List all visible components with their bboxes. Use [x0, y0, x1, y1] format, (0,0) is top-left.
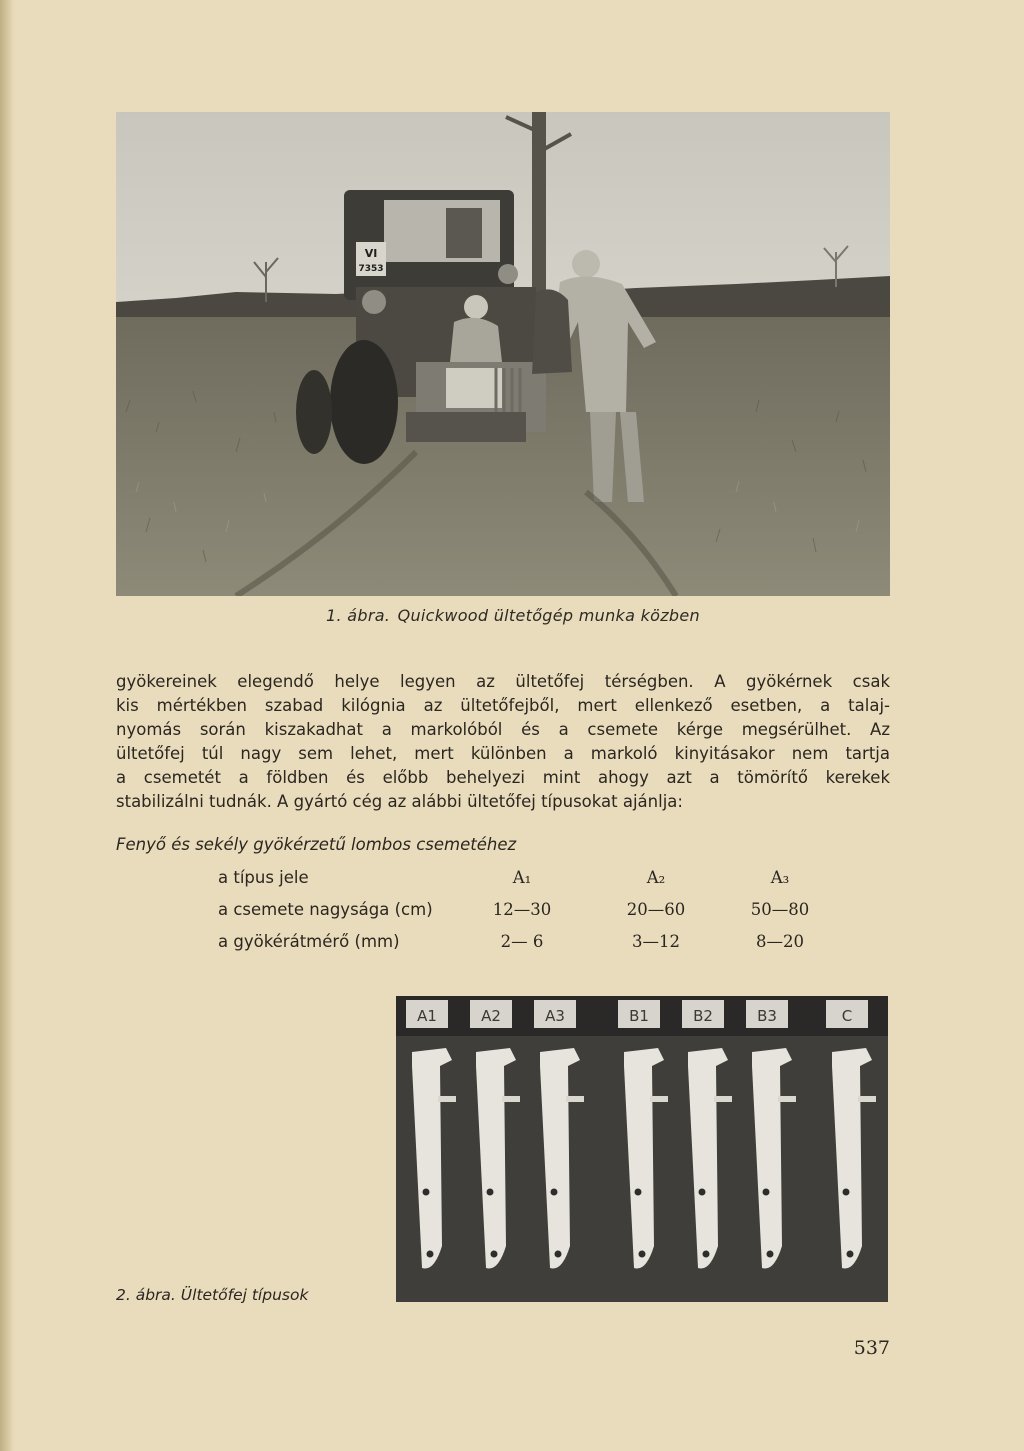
row-label: a típus jele: [218, 868, 309, 887]
figure-2-number: 2. ábra.: [116, 1286, 176, 1304]
figure-1-number: 1. ábra.: [326, 606, 391, 625]
body-paragraph: [116, 670, 890, 814]
row-label: a gyökérátmérő (mm): [218, 932, 400, 951]
page-number: 537: [853, 1337, 890, 1359]
license-plate-line1: VI: [364, 247, 378, 260]
type-tag-label: B3: [757, 1007, 777, 1025]
figure-1-title: Quickwood ültetőgép munka közben: [397, 606, 700, 625]
paragraph-line: gyökereinek elegendő helye legyen az ültetőfej térségben. A gyökérnek csak: [116, 672, 890, 691]
type-tag-label: A1: [417, 1007, 437, 1025]
type-tag-label: A3: [545, 1007, 565, 1025]
cell-a2: 3—12: [632, 932, 680, 951]
paragraph-line: stabilizálni tudnák. A gyártó cég az alábbi ültetőfej típusokat ajánlja:: [116, 792, 683, 811]
type-tag-label: C: [841, 1007, 853, 1025]
type-tag-label: B1: [629, 1007, 649, 1025]
paragraph-line: a csemetét a földben és előbb behelyezi mint ahogy azt a tömörítő kerekek: [116, 768, 890, 787]
row-label: a csemete nagysága (cm): [218, 900, 433, 919]
cell-a2: 20—60: [626, 900, 686, 919]
table-row: [218, 928, 818, 960]
cell-a3: 50—80: [750, 900, 810, 919]
table-title: Fenyő és sekély gyökérzetű lombos csemetéhez: [116, 835, 517, 854]
cell-a1: 2— 6: [500, 932, 544, 951]
figure-2-photo: [396, 996, 888, 1302]
page-gutter: [0, 0, 14, 1451]
paragraph-line: kis mértékben szabad kilógnia az ültetőfejből, mert ellenkező esetben, a talaj-: [116, 696, 890, 715]
type-tag-label: B2: [693, 1007, 713, 1025]
license-plate-line2: 7353: [358, 264, 384, 274]
type-tag-label: A2: [481, 1007, 501, 1025]
spec-table: [218, 864, 818, 960]
cell-a3: A₃: [770, 868, 790, 887]
figure-2-title: Ültetőfej típusok: [180, 1286, 309, 1304]
figure-1-photo: [116, 112, 890, 596]
figure-2-caption: [116, 1286, 308, 1304]
cell-a1: A₁: [512, 868, 532, 887]
cell-a1: 12—30: [492, 900, 552, 919]
table-row: [218, 896, 818, 928]
paragraph-line: nyomás során kiszakadhat a markolóból és a csemete kérge megsérülhet. Az: [116, 720, 890, 739]
cell-a2: A₂: [646, 868, 666, 887]
figure-1-caption: [0, 606, 1024, 625]
paragraph-line: ültetőfej túl nagy sem lehet, mert különben a markoló kinyitásakor nem tartja: [116, 744, 890, 763]
table-row: [218, 864, 818, 896]
cell-a3: 8—20: [756, 932, 804, 951]
